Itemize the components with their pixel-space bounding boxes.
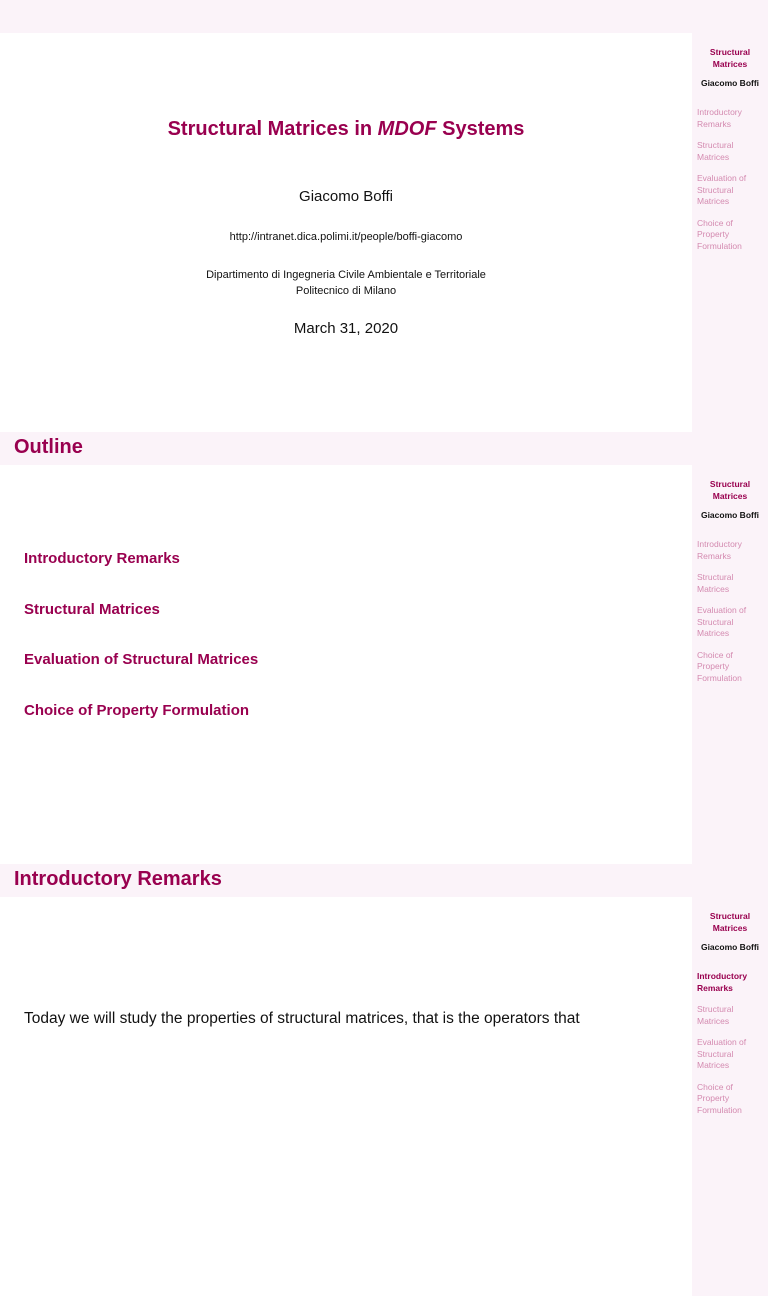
- sidebar-item-evaluation[interactable]: Evaluation of Structural Matrices: [697, 1037, 747, 1070]
- sidebar-author[interactable]: Giacomo Boffi: [700, 942, 760, 952]
- outline-item-introductory-remarks[interactable]: Introductory Remarks: [24, 550, 180, 567]
- sidebar-nav: [697, 971, 767, 1126]
- sidebar-title[interactable]: Structural Matrices: [709, 479, 751, 501]
- presentation-title: Structural Matrices in MDOF Systems: [167, 118, 525, 140]
- intro-slide: [0, 864, 768, 1296]
- slide-header-bar: [0, 864, 768, 897]
- sidebar-item-choice-of-property[interactable]: Choice of Property Formulation: [697, 649, 742, 683]
- outline-item-choice-of-property[interactable]: Choice of Property Formulation: [24, 701, 250, 719]
- sidebar-item-introductory-remarks[interactable]: Introductory Remarks: [697, 107, 742, 129]
- sidebar-item-evaluation[interactable]: Evaluation of Structural Matrices: [697, 605, 747, 638]
- institution-line-2: Politecnico di Milano: [295, 285, 397, 297]
- sidebar-author[interactable]: Giacomo Boffi: [700, 78, 760, 88]
- slide-title: Introductory Remarks: [14, 868, 222, 890]
- sidebar-item-evaluation[interactable]: Evaluation of Structural Matrices: [697, 173, 747, 206]
- sidebar-item-introductory-remarks[interactable]: Introductory Remarks: [697, 539, 742, 561]
- sidebar-item-choice-of-property[interactable]: Choice of Property Formulation: [697, 217, 742, 251]
- institution: [0, 267, 692, 299]
- presentation-date: March 31, 2020: [293, 320, 399, 337]
- outline-item-evaluation[interactable]: Evaluation of Structural Matrices: [24, 651, 259, 668]
- title-slide: [0, 0, 768, 432]
- outline-item-structural-matrices[interactable]: Structural Matrices: [24, 600, 160, 618]
- slide-header-bar: [0, 0, 768, 33]
- outline-slide: [0, 432, 768, 864]
- institution-line-1: Dipartimento di Ingegneria Civile Ambientale e Territoriale: [206, 269, 486, 281]
- sidebar-item-introductory-remarks[interactable]: Introductory Remarks: [697, 971, 748, 993]
- sidebar-nav: [697, 107, 767, 262]
- sidebar-item-structural-matrices[interactable]: Structural Matrices: [697, 572, 734, 594]
- author-name: Giacomo Boffi: [299, 188, 393, 205]
- author-url[interactable]: http://intranet.dica.polimi.it/people/boffi-giacomo: [229, 231, 463, 243]
- sidebar: [692, 465, 768, 864]
- sidebar-item-structural-matrices[interactable]: Structural Matrices: [697, 140, 734, 162]
- sidebar-title[interactable]: Structural Matrices: [709, 911, 751, 933]
- slide-body-text: Today we will study the properties of structural matrices, that is the operators that: [24, 1010, 580, 1027]
- sidebar-title[interactable]: Structural Matrices: [709, 47, 751, 69]
- sidebar: [692, 33, 768, 432]
- sidebar-nav: [697, 539, 767, 694]
- sidebar-author[interactable]: Giacomo Boffi: [700, 510, 760, 520]
- sidebar-item-choice-of-property[interactable]: Choice of Property Formulation: [697, 1081, 742, 1115]
- sidebar: [692, 897, 768, 1296]
- sidebar-item-structural-matrices[interactable]: Structural Matrices: [697, 1004, 734, 1026]
- slide-header-bar: [0, 432, 768, 465]
- slide-title: Outline: [14, 436, 83, 458]
- outline-list: [24, 550, 258, 752]
